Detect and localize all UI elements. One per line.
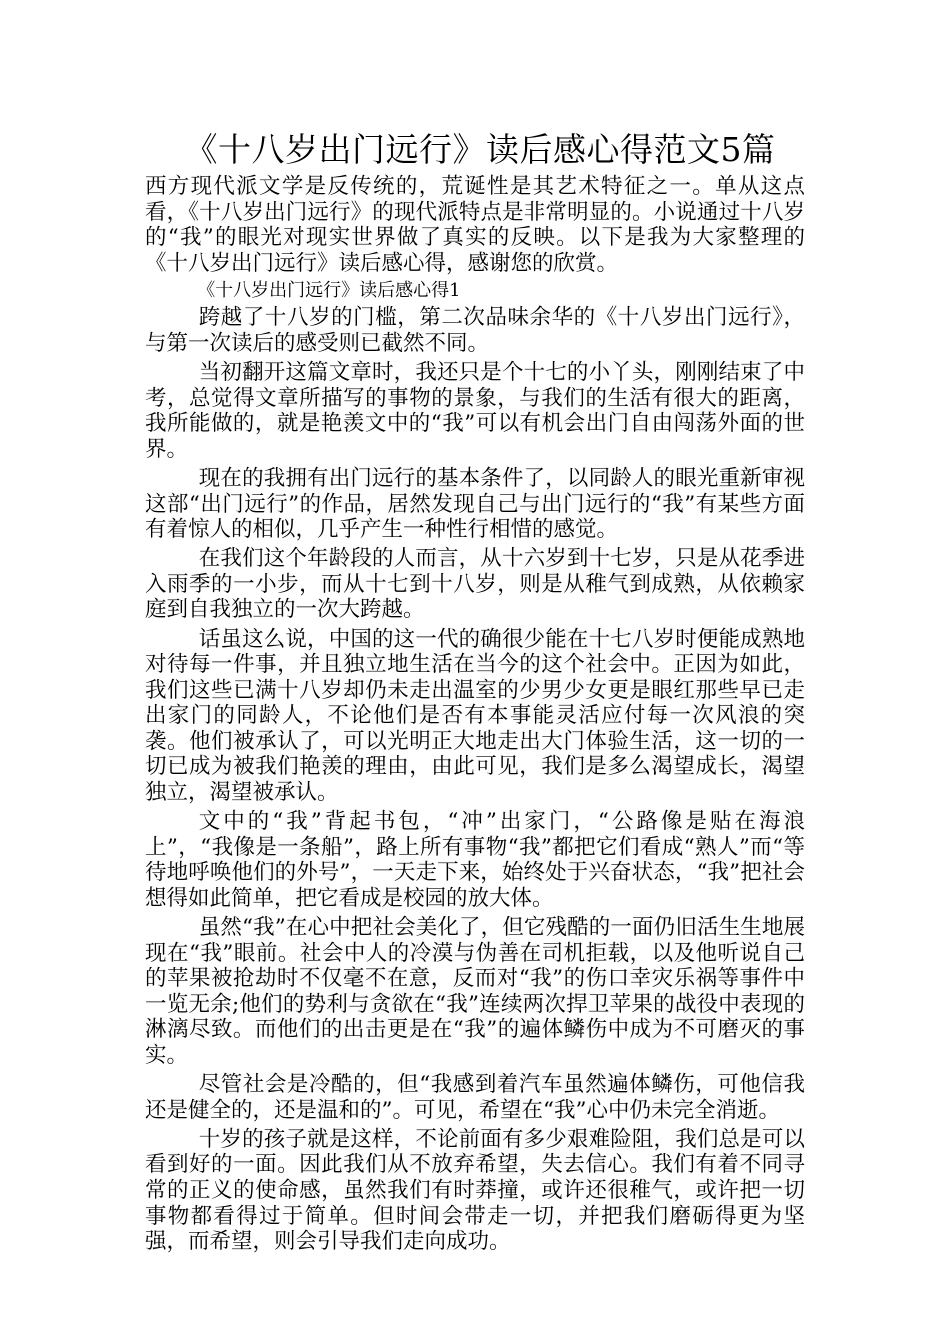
body-paragraph-5: 话虽这么说，中国的这一代的确很少能在十七八岁时便能成熟地对待每一件事，并且独立地生活在当今的这个社会中。正因为如此，我们这些已满十八岁却仍未走出温室的少男少女更是眼红那些早已走出家门的同龄人，不论他们是否有本事能灵活应付每一次风浪的突袭。他们被承认了，可以光明正大地走出大门体验生活，这一切的一切已成为被我们艳羡的理由，由此可见，我们是多么渴望成长，渴望独立，渴望被承认。: [145, 626, 805, 806]
intro-paragraph: 西方现代派文学是反传统的，荒诞性是其艺术特征之一。单从这点看，《十八岁出门远行》的现代派特点是非常明显的。小说通过十八岁的“我”的眼光对现实世界做了真实的反映。以下是我为大家整理的《十八岁出门远行》读后感心得，感谢您的欣赏。: [145, 174, 805, 276]
body-paragraph-2: 当初翻开这篇文章时，我还只是个十七的小丫头，刚刚结束了中考，总觉得文章所描写的事物的景象，与我们的生活有很大的距离，我所能做的，就是艳羡文中的“我”可以有机会出门自由闯荡外面的世界。: [145, 360, 805, 462]
section-heading: 《十八岁出门远行》读后感心得1: [197, 280, 461, 302]
document-page: [145, 128, 805, 1258]
body-paragraph-8: 尽管社会是冷酷的，但“我感到着汽车虽然遍体鳞伤，可他信我还是健全的，还是温和的”。可见，希望在“我”心中仍未完全消逝。: [145, 1072, 805, 1123]
document-title: 《十八岁出门远行》读后感心得范文5篇: [184, 130, 776, 169]
body-paragraph-4: 在我们这个年龄段的人而言，从十六岁到十七岁，只是从花季进入雨季的一小步，而从十七到十八岁，则是从稚气到成熟，从依赖家庭到自我独立的一次大跨越。: [145, 546, 805, 623]
body-paragraph-7: 虽然“我”在心中把社会美化了，但它残酷的一面仍旧活生生地展现在“我”眼前。社会中人的冷漠与伪善在司机拒载，以及他听说自己的苹果被抢劫时不仅毫不在意，反而对“我”的伤口幸灾乐祸等事件中一览无余;他们的势利与贪欲在“我”连续两次捍卫苹果的战役中表现的淋漓尽致。而他们的出击更是在“我”的遍体鳞伤中成为不可磨灭的事实。: [145, 915, 805, 1068]
body-paragraph-9: 十岁的孩子就是这样，不论前面有多少艰难险阻，我们总是可以看到好的一面。因此我们从不放弃希望，失去信心。我们有着不同寻常的正义的使命感，虽然我们有时莽撞，或许还很稚气，或许把一切事物都看得过于简单。但时间会带走一切，并把我们磨砺得更为坚强，而希望，则会引导我们走向成功。: [145, 1126, 805, 1255]
body-paragraph-6: 文中的“我”背起书包，“冲”出家门，“公路像是贴在海浪上”，“我像是一条船”，路上所有事物“我”都把它们看成“熟人”而“等待地呼唤他们的外号”，一天走下来，始终处于兴奋状态，“我”把社会想得如此简单，把它看成是校园的放大体。: [145, 809, 805, 911]
body-paragraph-1: 跨越了十八岁的门槛，第二次品味余华的《十八岁出门远行》，与第一次读后的感受则已截然不同。: [145, 305, 805, 356]
body-paragraph-3: 现在的我拥有出门远行的基本条件了，以同龄人的眼光重新审视这部“出门远行”的作品，居然发现自己与出门远行的“我”有某些方面有着惊人的相似，几乎产生一种性行相惜的感觉。: [145, 465, 805, 543]
